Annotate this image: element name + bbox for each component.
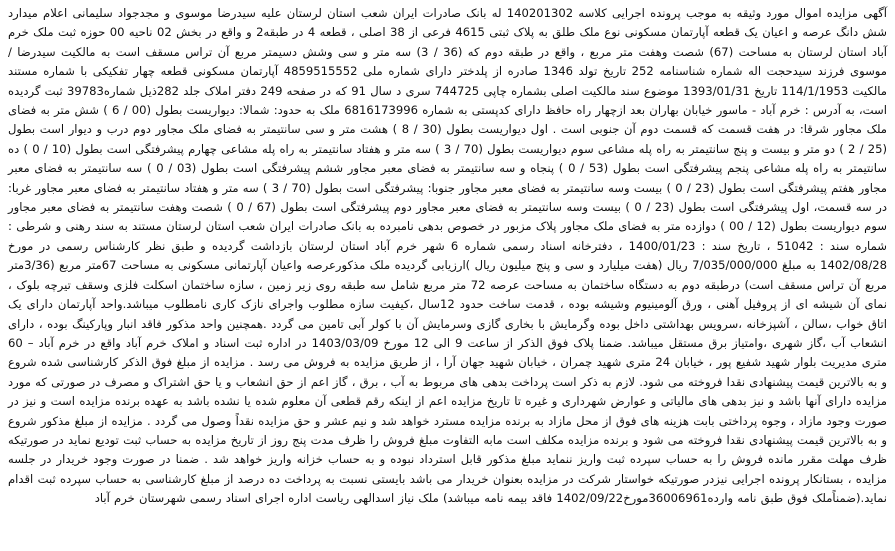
auction-notice-text: آگهی مزایده اموال مورد وثیقه به موجب پرونده اجرایی کلاسه 140201302 له بانک صادرات ایران شعب استان لرستان علیه سیدرضا موسوی و مجدجواد سلیمانی اعلام میدارد شش دانگ عرصه و اعیان یک قطعه آپارتمان مسکونی نوع ملک طلق به پلاک ثبتی 4615 فرعی از 38 اصلی ، قطعه 4 در طبقه2 و واقع در بخش 02 ناحیه 00 حوزه ثبت ملک خرم آباد استان لرستان به مساحت (67) شصت وهفت متر مربع ، واقع در طبقه دوم که (36 / 3) سه متر و سی وشش دسیمتر مربع آن تراس مسقف است به مالکیت سیدرضا / موسوی فرزند سیدحجت اله شماره شناسنامه 252 تاریخ تولد 1346 صادره از پلدختر دارای شماره ملی 4859515552 آپارتمان مسکونی قطعه چهار تفکیکی با شماره مستند مالکیت 114/1/1953 تاریخ 1393/01/31 موضوع سند مالکیت اصلی بشماره چاپی 744725 سری د سال 91 که در صفحه 249 دفتر املاک جلد 282ذیل شماره39783 ثبت گردیده است، به آدرس : خرم آباد - ماسور خیابان بهاران بعد ازچهار راه حافظ دارای کدپستی به شماره 6816173996 ملک به حدود: شمالا: دیواریست بطول (00 / 6 ) شش متر به فضای ملک مجاور شرقا: در هفت قسمت که قسمت دوم آن جنوبی است . اول دیواریست بطول (30 / 8 ) هشت متر و سی سانتیمتر به فضای ملک مجاور دوم درب و دیوار است بطول (25 / 2 ) دو متر و بیست و پنج سانتیمتر به راه پله مشاعی سوم دیواریست بطول (70 / 3 ) سه متر و هفتاد سانتیمتر به راه پله مشاعی چهارم پیشرفتگی است بطول (10 / 0 ) ده سانتیمتر به راه پله مشاعی پنجم پیشرفتگی است بطول (53 / 0 ) پنجاه و سه سانتیمتر به فضای معبر مجاور ششم پیشرفتگی است بطول (03 / 0 ) سه سانتیمتر به فضای معبر مجاور هفتم پیشرفتگی است بطول (23 / 0 ) بیست وسه سانتیمتر به فضای معبر مجاور جنوبا: پیشرفتگی است بطول (70 / 3 ) سه متر و هفتاد سانتیمتر به فضای معبر مجاور غربا: در سه قسمت، اول پیشرفتگی است بطول (23 / 0 ) بیست وسه سانتیمتر به فضای معبر مجاور دوم پیشرفتگی است بطول (67 / 0 ) شصت وهفت سانتیمتر به فضای معبر مجاور سوم دیواریست بطول (12 / 00 ) دوازده متر به فضای ملک مجاور پلاک مزبور در خصوص بدهی نامبرده به بانک صادرات ایران شعب استان لرستان مستند به سند رهنی و شرطی : شماره سند : 51042 ، تاریخ سند : 1400/01/23 ، دفترخانه اسناد رسمی شماره 6 شهر خرم آباد استان لرستان بازداشت گردیده و طبق نظر کارشناس رسمی در مورخ 1402/08/28 به مبلغ 7/035/000/000 ریال (هفت میلیارد و سی و پنج میلیون ریال )ارزیابی گردیده ملک مذکورعرصه واعیان آپارتمانی مسکونی به مساحت 67متر مربع (3/36متر مربع آن تراس مسقف است) درطبقه دوم به دستگاه ساختمان به مساحت عرصه 72 متر مربع شامل سه طبقه روی زیر زمین ، سازه ساختمان اسکلت فلزی وسقف تیرچه بلوک ، نمای آن شیشه ای از پروفیل آهنی ، ورق آلومینیوم وشیشه بوده ، قدمت ساخت حدود 12سال ،کیفیت سازه مطلوب واجرای نازک کاری نامطلوب میباشد.واحد آپارتمان دارای یک اتاق خواب ،سالن ، آشپزخانه ،سرویس بهداشتی داخل بوده وگرمایش با بخاری گازی وسرمایش آن با کولر آبی تامین می گردد .همچنین واحد مذکور فاقد انبار وپارکینگ بوده ، دارای انشعاب آب ،گاز شهری ،وامتیاز برق مستقل میباشد. ضمنا پلاک فوق الذکر از ساعت 9 الی 12 مورخ 1403/03/09 در اداره ثبت اسناد و املاک خرم آباد واقع در خرم آباد – 60 متری مدیریت بلوار شهید شفیع پور ، خیابان 24 متری شهید چمران ، خیابان شهید جهان آرا ، از طریق مزایده به فروش می رسد . مزایده از مبلغ فوق الذکر کارشناسی شده شروع و به بالاترین قیمت پیشنهادی نقدا فروخته می شود. لازم به ذکر است پرداخت بدهی های مربوط به آب ، برق ، گاز اعم از حق انشعاب و یا حق اشتراک و مصرف در صورتی که مورد مزایده دارای آنها باشد و نیز بدهی های مالیاتی و عوارض شهرداری و غیره تا تاریخ مزایده اعم از اینکه رقم قطعی آن معلوم شده یا نشده باشد به عهده برنده مزایده است و نیز در صورت وجود مازاد ، وجوه پرداختی بابت هزینه های فوق از محل مازاد به برنده مزایده مسترد خواهد شد و نیم عشر و حق مزایده نقداً وصول می گردد . مزایده از مبلغ مذکور شروع و به بالاترین قیمت پیشنهادی نقدا فروخته می شود و برنده مزایده مکلف است مابه التفاوت مبلغ فروش را ظرف مدت پنج روز از تاریخ مزایده به حساب ثبت تودیع نماید در صورتیکه ظرف مهلت مقرر مانده فروش را به حساب سپرده ثبت واریز ننماید مبلغ مذکور قابل استرداد نبوده و به حساب خزانه واریز خواهد شد . ضمنا در صورت وجود خریدار در جلسه مزایده ، بستانکار پرونده اجرایی نیزدر صورتیکه خواستار شرکت در مزایده بعنوان خریدار می باشد بایستی نسبت به پرداخت ده درصد از مبلغ کارشناسی به حساب سپرده ثبت اقدام نماید.(ضمناًملک فوق طبق نامه وارده36006961مورخ1402/09/22 فاقد بیمه نامه میباشد) ملک نیاز اسدالهی ریاست اداره اجرای اسناد رسمی شهرستان خرم آباد	[8, 6, 888, 506]
